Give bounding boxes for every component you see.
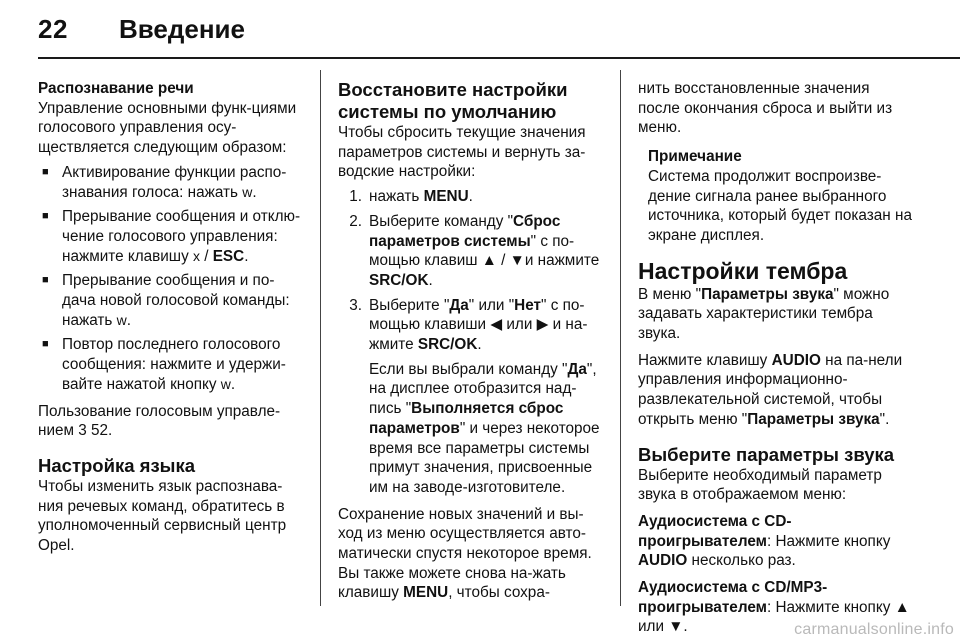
column-1 xyxy=(38,79,306,556)
paragraph-text: Нажмите клавишу xyxy=(638,351,772,369)
key-label: ESC xyxy=(212,247,245,265)
section-heading-reset: Восстановите настройки системы по умолчанию xyxy=(338,79,568,122)
step-note xyxy=(338,360,606,498)
paragraph-text: : Нажмите кнопку xyxy=(766,532,891,550)
menu-label: Параметры звука xyxy=(747,410,880,428)
step-number: 2. xyxy=(349,212,362,230)
step-text: Выберите команду " xyxy=(369,212,514,230)
page-header xyxy=(0,0,960,58)
key-label: AUDIO xyxy=(638,552,688,570)
page-number: 22 xyxy=(38,14,68,44)
subheading: Аудиосистема с CD-проигрывателем xyxy=(638,512,792,550)
step-text: Выберите " xyxy=(369,296,450,314)
voice-button-icon: w xyxy=(220,375,231,392)
step-text: Если вы выбрали команду " xyxy=(369,360,568,378)
punct: . xyxy=(244,247,249,265)
option-label: Да xyxy=(567,360,587,378)
paragraph: Чтобы сбросить текущие значения параметров системы и вернуть за-водские настройки: xyxy=(338,124,586,181)
paragraph: Управление основными функ-циями голосового управления осу-ществляется следующим образом: xyxy=(38,99,297,157)
paragraph xyxy=(638,351,914,430)
section-heading-language: Настройка языка xyxy=(38,454,195,476)
punct: . xyxy=(428,271,433,289)
menu-label: Параметры звука xyxy=(701,285,834,303)
bullet-icon: ■ xyxy=(42,165,49,178)
list-item xyxy=(38,271,306,330)
punct: . xyxy=(477,336,482,354)
paragraph-text: на па-нели управления информационно-развлекательной системой, чтобы открыть меню " xyxy=(638,351,903,428)
list-item xyxy=(38,163,306,202)
column-divider xyxy=(320,70,321,606)
section-heading-speech: Распознавание речи xyxy=(38,80,194,97)
option-label: Да xyxy=(449,296,469,314)
paragraph-text: Сохранение новых значений и вы-ход из меню осуществляется авто-матически спустя некоторое время. Вы также можете снова на-жать клавишу xyxy=(338,505,592,602)
numbered-step xyxy=(338,212,606,291)
voice-button-icon: w xyxy=(116,311,127,328)
paragraph-text: , чтобы сохра- xyxy=(448,584,550,602)
step-text: " с по-мощью клавиши ◀ или ▶ и на-жмите xyxy=(369,296,588,354)
step-text: " с по-мощью клавиш ▲ / ▼и нажмите xyxy=(369,232,600,270)
step-text: нажать xyxy=(369,188,424,206)
mute-button-icon: x xyxy=(192,247,200,264)
column-3 xyxy=(638,79,914,637)
paragraph-text: Пользование голосовым управле-нием xyxy=(38,402,281,440)
watermark: carmanualsonline.info xyxy=(794,621,954,638)
page-reference-link[interactable]: 3 52. xyxy=(78,422,113,440)
voice-button-icon: w xyxy=(242,183,253,200)
list-item xyxy=(38,335,306,394)
bullet-icon: ■ xyxy=(42,274,49,287)
step-number: 1. xyxy=(349,188,362,206)
header-rule xyxy=(38,57,960,59)
separator: / xyxy=(199,247,213,265)
note-title: Примечание xyxy=(648,148,742,166)
section-heading-tone: Настройки тембра xyxy=(638,257,848,284)
paragraph-text: В меню " xyxy=(638,285,702,303)
paragraph-text: несколько раз. xyxy=(687,552,796,570)
paragraph-text: ▲ или ▼. xyxy=(638,598,910,636)
option-label: Нет xyxy=(514,296,542,314)
paragraph-text: " можно задавать характеристики тембра звука. xyxy=(638,285,890,343)
key-label: MENU xyxy=(423,188,469,206)
step-text: ", на дисплее отобразится над-пись " xyxy=(369,360,597,418)
column-divider xyxy=(620,70,621,606)
list-item-text: Повтор последнего голосового сообщения: нажмите и удержи-вайте нажатой кнопку xyxy=(62,336,286,393)
key-label: AUDIO xyxy=(771,351,821,369)
punct: . xyxy=(468,188,473,206)
note-box xyxy=(638,147,914,246)
paragraph xyxy=(338,505,606,604)
bullet-icon: ■ xyxy=(42,210,49,223)
step-text: " и через некоторое время все параметры системы примут значения, присвоенные им на заводе-изготовителе. xyxy=(369,419,600,496)
punct: . xyxy=(230,375,236,393)
step-text: " или " xyxy=(468,296,515,314)
numbered-step xyxy=(338,187,606,207)
paragraph xyxy=(638,512,914,571)
menu-label: Сброс параметров системы xyxy=(369,212,561,250)
step-number: 3. xyxy=(349,296,362,314)
paragraph xyxy=(638,285,914,344)
subheading: Аудиосистема с CD/MP3-проигрывателем xyxy=(638,579,828,616)
punct: . xyxy=(252,183,257,201)
list-item-text: Прерывание сообщения и по-дача новой голосовой команды: нажать xyxy=(62,272,290,329)
page-title: Введение xyxy=(119,14,245,44)
list-item-text: Прерывание сообщения и отклю-чение голосового управления: нажмите клавишу xyxy=(62,208,301,265)
key-label: MENU xyxy=(403,584,449,602)
display-message: Выполняется сброс параметров xyxy=(369,400,564,437)
section-heading-sound-params: Выберите параметры звука xyxy=(638,443,895,465)
punct: . xyxy=(126,311,131,329)
paragraph: Выберите необходимый параметр звука в отображаемом меню: xyxy=(638,466,882,504)
paragraph-text: : Нажмите кнопку xyxy=(766,598,895,616)
paragraph: нить восстановленные значения после окончания сброса и выйти из меню. xyxy=(638,80,893,137)
column-2 xyxy=(338,79,606,603)
paragraph: Чтобы изменить язык распознава-ния речевых команд, обратитесь в уполномоченный сервисный центр Opel. xyxy=(38,477,287,555)
paragraph xyxy=(38,402,306,441)
list-item xyxy=(38,207,306,266)
bullet-icon: ■ xyxy=(42,338,49,351)
key-label: SRC/OK xyxy=(417,336,478,354)
key-label: SRC/OK xyxy=(369,271,429,289)
numbered-step xyxy=(338,296,606,355)
note-text: Система продолжит воспроизве-дение сигнала ранее выбранного источника, который будет показан на экране дисплея. xyxy=(648,167,912,244)
list-item-text: Активирование функции распо-знавания голоса: нажать xyxy=(62,163,287,201)
punct: ". xyxy=(879,410,890,428)
